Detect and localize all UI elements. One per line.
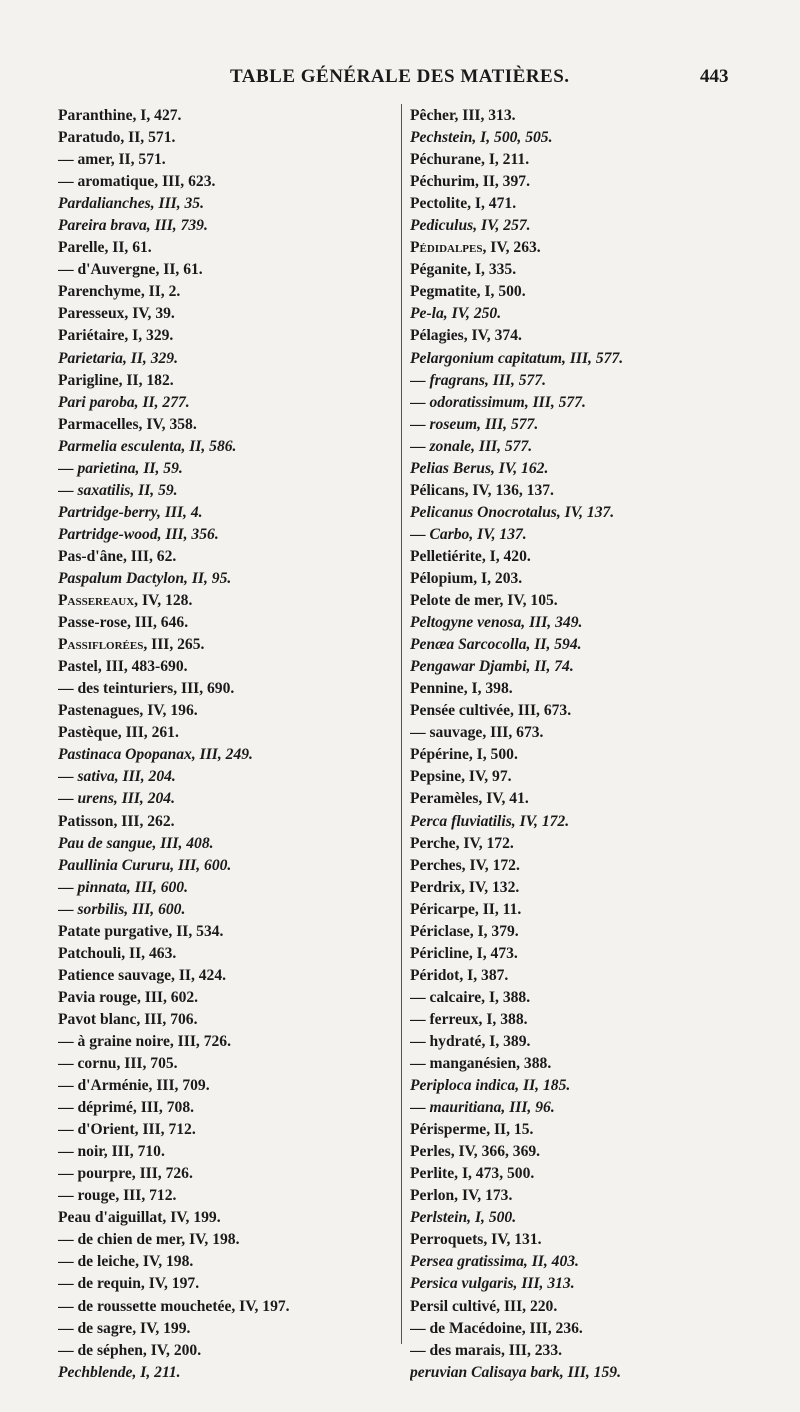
index-entry: — hydraté, I, 389. [410,1032,531,1050]
index-entry: — noir, III, 710. [58,1143,165,1161]
index-entry: — manganésien, 388. [410,1055,552,1073]
index-entry: Pavot blanc, III, 706. [58,1010,198,1028]
index-entry: — de requin, IV, 197. [58,1275,200,1293]
index-entry: Pectolite, I, 471. [410,195,517,213]
column-divider [401,104,402,1344]
index-entry: — sativa, III, 204. [58,768,176,786]
index-entry: — amer, II, 571. [58,151,166,169]
index-entry: — des teinturiers, III, 690. [58,680,235,698]
index-entry: — à graine noire, III, 726. [58,1032,231,1050]
index-entry: Pastinaca Opopanax, III, 249. [58,746,253,764]
index-entry: — roseum, III, 577. [410,415,539,433]
index-entry: Périclase, I, 379. [410,922,519,940]
index-entry: Penæa Sarcocolla, II, 594. [410,636,582,654]
index-entry: — fragrans, III, 577. [410,371,547,389]
index-entry: — déprimé, III, 708. [58,1099,195,1117]
index-column-left [58,105,358,1384]
index-entry: Pelicanus Onocrotalus, IV, 137. [410,503,615,521]
index-entry: Passiflorées, III, 265. [58,636,205,654]
index-entry: Péridot, I, 387. [410,966,509,984]
index-entry: — sorbilis, III, 600. [58,900,186,918]
index-entry: Péricline, I, 473. [410,944,518,962]
index-entry: Pareira brava, III, 739. [58,217,208,235]
index-entry: Pédidalpes, IV, 263. [410,239,541,257]
index-entry: Pelargonium capitatum, III, 577. [410,349,624,367]
index-entry: Pélopium, I, 203. [410,569,523,587]
index-entry: Paranthine, I, 427. [58,107,182,124]
index-entry: Pegmatite, I, 500. [410,283,526,301]
index-entry: — d'Arménie, III, 709. [58,1077,210,1095]
index-entry: Pélagies, IV, 374. [410,327,522,345]
index-entry: Pensée cultivée, III, 673. [410,702,572,720]
index-entry: Pengawar Djambi, II, 74. [410,658,574,676]
index-entry: Pe-la, IV, 250. [410,305,502,323]
index-entry: Pêcher, III, 313. [410,107,516,124]
index-entry: Pastel, III, 483-690. [58,658,188,676]
index-entry: Partridge-wood, III, 356. [58,525,219,543]
index-entry: — de Macédoine, III, 236. [410,1319,583,1337]
index-entry: Pavia rouge, III, 602. [58,988,199,1006]
index-entry: Parelle, II, 61. [58,239,152,257]
index-entry: — odoratissimum, III, 577. [410,393,586,411]
index-entry: Perlstein, I, 500. [410,1209,517,1227]
index-entry: — Carbo, IV, 137. [410,525,527,543]
index-entry: — saxatilis, II, 59. [58,481,178,499]
index-entry: Pardalianches, III, 35. [58,195,204,213]
index-entry: Parenchyme, II, 2. [58,283,181,301]
index-entry: Pastenagues, IV, 196. [58,702,198,720]
index-entry: Perles, IV, 366, 369. [410,1143,541,1161]
index-entry: Pélicans, IV, 136, 137. [410,481,554,499]
index-entry: Paratudo, II, 571. [58,129,176,147]
index-entry: Patate purgative, II, 534. [58,922,224,940]
index-entry: Pari paroba, II, 277. [58,393,190,411]
index-entry: Pastèque, III, 261. [58,724,179,742]
running-title: TABLE GÉNÉRALE DES MATIÈRES. [230,66,570,87]
index-entry: Pau de sangue, III, 408. [58,834,214,852]
index-entry: Perroquets, IV, 131. [410,1231,542,1249]
index-entry: — sauvage, III, 673. [410,724,544,742]
index-entry: Pas-d'âne, III, 62. [58,547,177,565]
index-entry: Pechblende, I, 211. [58,1363,181,1381]
index-entry: Persea gratissima, II, 403. [410,1253,579,1271]
index-entry: Parigline, II, 182. [58,371,174,389]
index-entry: Pechstein, I, 500, 505. [410,129,553,147]
page-header [0,66,800,94]
page-number: 443 [700,66,729,87]
index-entry: Péchurane, I, 211. [410,151,530,169]
index-entry: — rouge, III, 712. [58,1187,177,1205]
index-entry: Parmacelles, IV, 358. [58,415,197,433]
index-entry: Peau d'aiguillat, IV, 199. [58,1209,221,1227]
index-entry: Paresseux, IV, 39. [58,305,175,323]
index-entry: Pepsine, IV, 97. [410,768,512,786]
index-entry: Péchurim, II, 397. [410,173,530,191]
index-entry: Patchouli, II, 463. [58,944,177,962]
index-entry: Perche, IV, 172. [410,834,514,852]
index-entry: Peramèles, IV, 41. [410,790,529,808]
index-entry: Partridge-berry, III, 4. [58,503,203,521]
index-entry: Patisson, III, 262. [58,812,175,830]
index-entry: Persica vulgaris, III, 313. [410,1275,575,1293]
index-entry: — de roussette mouchetée, IV, 197. [58,1297,290,1315]
index-entry: Passereaux, IV, 128. [58,592,193,610]
index-entry: Persil cultivé, III, 220. [410,1297,558,1315]
index-entry: Péricarpe, II, 11. [410,900,522,918]
index-entry: Pépérine, I, 500. [410,746,518,764]
index-entry: — parietina, II, 59. [58,459,183,477]
index-entry: Peltogyne venosa, III, 349. [410,614,583,632]
index-entry: Parmelia esculenta, II, 586. [58,437,237,455]
index-entry: Patience sauvage, II, 424. [58,966,227,984]
index-entry: — pinnata, III, 600. [58,878,188,896]
index-entry: Perlon, IV, 173. [410,1187,513,1205]
index-entry: — des marais, III, 233. [410,1341,563,1359]
index-entry: — zonale, III, 577. [410,437,533,455]
index-entry: peruvian Calisaya bark, III, 159. [410,1363,621,1381]
index-entry: — mauritiana, III, 96. [410,1099,555,1117]
index-entry: — cornu, III, 705. [58,1055,178,1073]
index-entry: Péganite, I, 335. [410,261,517,279]
index-entry: Parietaria, II, 329. [58,349,178,367]
index-entry: — d'Auvergne, II, 61. [58,261,203,279]
index-entry: Perca fluviatilis, IV, 172. [410,812,570,830]
index-entry: Pariétaire, I, 329. [58,327,174,345]
index-entry: — ferreux, I, 388. [410,1010,528,1028]
index-entry: Pelletiérite, I, 420. [410,547,531,565]
index-entry: Pediculus, IV, 257. [410,217,531,235]
index-entry: Périsperme, II, 15. [410,1121,534,1139]
index-entry: Perlite, I, 473, 500. [410,1165,535,1183]
index-entry: — de sagre, IV, 199. [58,1319,191,1337]
index-entry: — d'Orient, III, 712. [58,1121,196,1139]
index-entry: — de chien de mer, IV, 198. [58,1231,240,1249]
index-entry: — de séphen, IV, 200. [58,1341,202,1359]
index-column-right [410,105,710,1384]
index-entry: — pourpre, III, 726. [58,1165,193,1183]
index-entry: Pelote de mer, IV, 105. [410,592,558,610]
index-entry: Perches, IV, 172. [410,856,520,874]
index-entry: — de leiche, IV, 198. [58,1253,194,1271]
index-entry: Pennine, I, 398. [410,680,513,698]
index-entry: Perdrix, IV, 132. [410,878,520,896]
index-entry: Passe-rose, III, 646. [58,614,189,632]
index-entry: — calcaire, I, 388. [410,988,531,1006]
index-entry: Paullinia Cururu, III, 600. [58,856,232,874]
index-entry: Pelias Berus, IV, 162. [410,459,549,477]
index-entry: Paspalum Dactylon, II, 95. [58,569,232,587]
index-entry: — urens, III, 204. [58,790,175,808]
index-entry: — aromatique, III, 623. [58,173,216,191]
index-entry: Periploca indica, II, 185. [410,1077,571,1095]
